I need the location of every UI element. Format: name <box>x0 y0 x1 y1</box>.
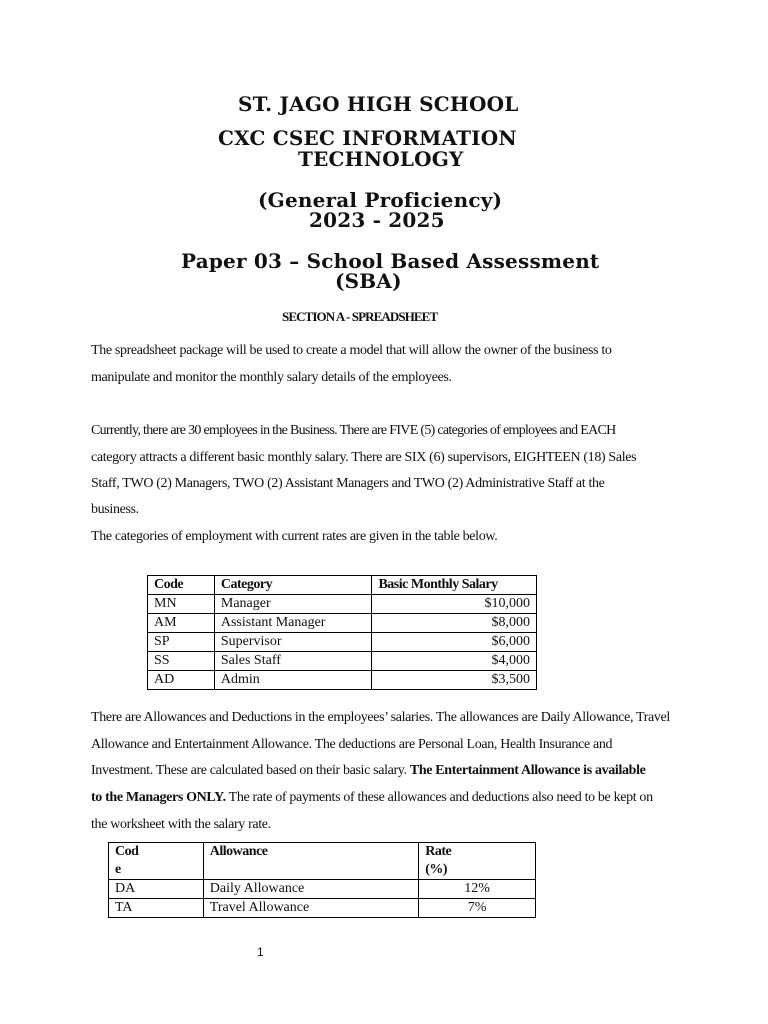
allowance-cell: Daily Allowance <box>203 880 418 899</box>
table-row <box>109 880 536 899</box>
paragraph-4-line-1: There are Allowances and Deductions in the employees’ salaries. The allowances are Daily Allowance, Travel <box>91 710 670 725</box>
paragraph-4-line-3-plain: Investment. These are calculated based on their basic salary. <box>91 763 410 778</box>
code-cell: AD <box>148 671 215 690</box>
table-row <box>148 633 537 652</box>
table-row <box>148 652 537 671</box>
salary-cell: $10,000 <box>372 595 537 614</box>
paragraph-4-line-3 <box>91 763 646 779</box>
salary-cell: $6,000 <box>372 633 537 652</box>
paragraph-4-line-4-bold: to the Managers ONLY. <box>91 790 226 805</box>
code-cell: DA <box>109 880 204 899</box>
category-cell: Manager <box>214 595 372 614</box>
allowance-table-header-row <box>109 843 536 880</box>
proficiency-label: (General Proficiency) <box>258 188 503 212</box>
paragraph-3: The categories of employment with current rates are given in the table below. <box>91 529 498 544</box>
table-row <box>109 899 536 918</box>
category-cell: Assistant Manager <box>214 614 372 633</box>
table-row <box>148 595 537 614</box>
paper-title-line1: Paper 03 – School Based Assessment <box>181 249 600 273</box>
table-row <box>148 671 537 690</box>
rate-cell: 7% <box>419 899 536 918</box>
category-cell: Admin <box>214 671 372 690</box>
salary-cell: $8,000 <box>372 614 537 633</box>
school-name: ST. JAGO HIGH SCHOOL <box>238 92 519 116</box>
paragraph-1-line-1: The spreadsheet package will be used to create a model that will allow the owner of the business to <box>91 343 612 358</box>
allowance-header-allowance: Allowance <box>203 843 418 880</box>
section-heading: SECTION A - SPREADSHEET <box>282 309 438 324</box>
paragraph-4-line-4-plain: The rate of payments of these allowances and deductions also need to be kept on <box>225 790 653 805</box>
salary-header-code: Code <box>148 576 215 595</box>
subject-title-line1: CXC CSEC INFORMATION <box>218 126 517 150</box>
header-code-line1: Cod <box>115 844 139 859</box>
paragraph-2-line-1: Currently, there are 30 employees in the Business. There are FIVE (5) categories of employees and EACH <box>91 423 616 438</box>
paragraph-4-line-5: the worksheet with the salary rate. <box>91 817 271 832</box>
table-row <box>148 614 537 633</box>
code-cell: AM <box>148 614 215 633</box>
paragraph-4-line-3-bold: The Entertainment Allowance is available <box>409 763 646 778</box>
allowance-table <box>108 842 536 918</box>
paper-title-line2: (SBA) <box>335 269 402 293</box>
salary-header-category: Category <box>214 576 372 595</box>
category-cell: Supervisor <box>214 633 372 652</box>
subject-title-line2: TECHNOLOGY <box>298 147 464 171</box>
years-label: 2023 - 2025 <box>309 208 445 232</box>
salary-cell: $3,500 <box>372 671 537 690</box>
code-cell: TA <box>109 899 204 918</box>
allowance-header-rate <box>419 843 536 880</box>
paragraph-1-line-2: manipulate and monitor the monthly salary details of the employees. <box>91 370 452 385</box>
paragraph-2-line-4: business. <box>91 502 139 517</box>
salary-table-header-row <box>148 576 537 595</box>
paragraph-4-line-4 <box>91 790 653 806</box>
rate-cell: 12% <box>419 880 536 899</box>
code-cell: SS <box>148 652 215 671</box>
category-cell: Sales Staff <box>214 652 372 671</box>
code-cell: SP <box>148 633 215 652</box>
allowance-header-code <box>109 843 204 880</box>
page-number: 1 <box>257 945 264 959</box>
salary-table <box>147 575 537 690</box>
salary-header-basic-monthly-salary: Basic Monthly Salary <box>372 576 537 595</box>
header-rate-line2: (%) <box>425 862 448 877</box>
allowance-cell: Travel Allowance <box>203 899 418 918</box>
code-cell: MN <box>148 595 215 614</box>
header-code-line2: e <box>115 862 121 877</box>
paragraph-2-line-2: category attracts a different basic monthly salary. There are SIX (6) supervisors, EIGHTEEN (18) Sales <box>91 450 637 465</box>
salary-cell: $4,000 <box>372 652 537 671</box>
paragraph-2-line-3: Staff, TWO (2) Managers, TWO (2) Assistant Managers and TWO (2) Administrative Staff at the <box>91 476 605 491</box>
paragraph-4-line-2: Allowance and Entertainment Allowance. The deductions are Personal Loan, Health Insurance and <box>91 737 613 752</box>
header-rate-line1: Rate <box>425 844 452 859</box>
